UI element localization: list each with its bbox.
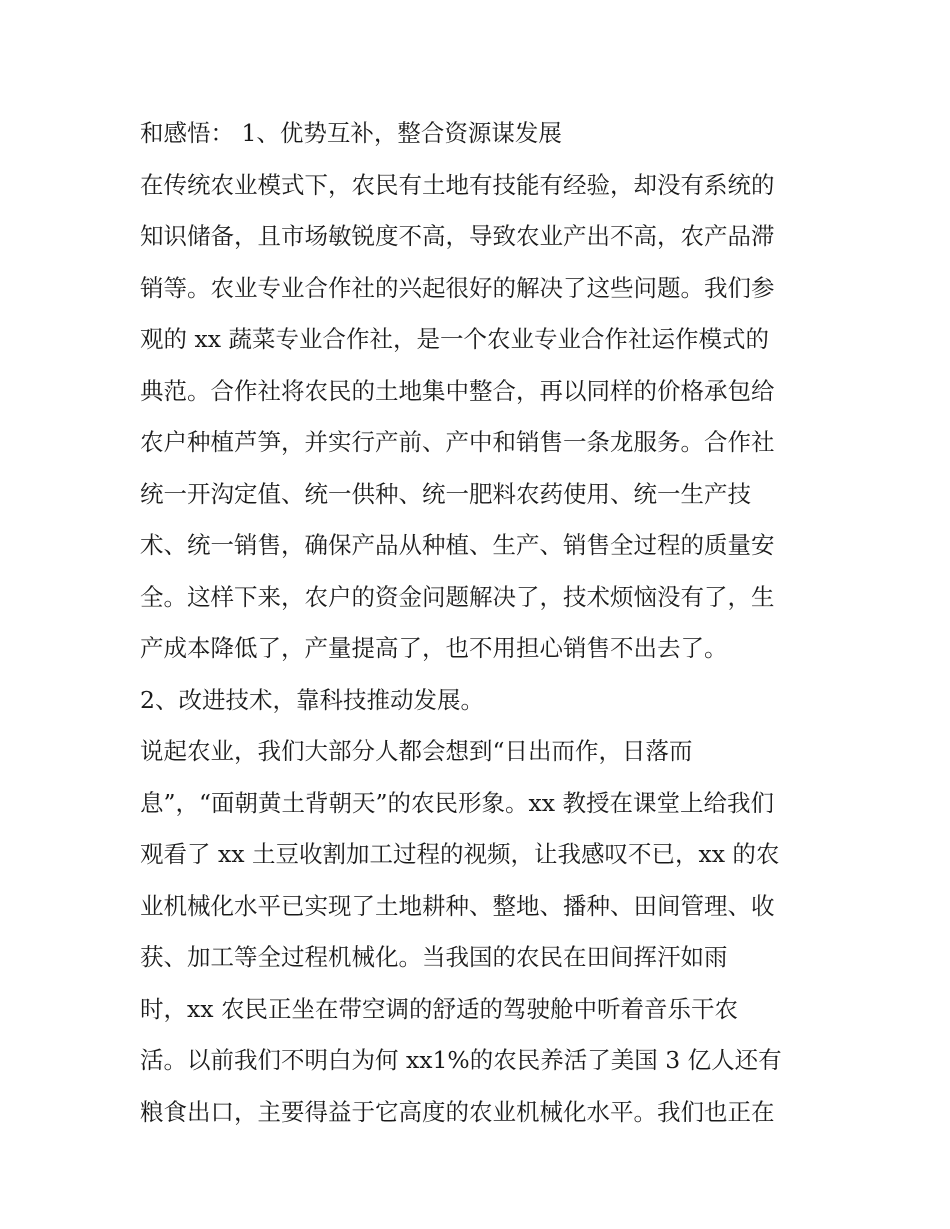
text-line: 和感悟： 1、优势互补，整合资源谋发展 — [140, 119, 562, 147]
text-line: 说起农业，我们大部分人都会想到“日出而作，日落而 — [140, 737, 693, 765]
text-line: 息”，“面朝黄土背朝天”的农民形象。xx 教授在课堂上给我们 — [140, 788, 775, 817]
text-line: 业机械化水平已实现了土地耕种、整地、播种、田间管理、收 — [140, 891, 775, 920]
section-heading: 2、改进技术，靠科技推动发展。 — [140, 685, 484, 714]
text-line: 产成本降低了，产量提高了，也不用担心销售不出去了。 — [140, 634, 728, 662]
text-line: 粮食出口，主要得益于它高度的农业机械化水平。我们也正在 — [140, 1097, 775, 1126]
text-line: 活。以前我们不明白为何 xx1%的农民养活了美国 3 亿人还有 — [140, 1046, 782, 1074]
text-line: 全。这样下来，农户的资金问题解决了，技术烦恼没有了，生 — [140, 582, 775, 611]
text-line: 时，xx 农民正坐在带空调的舒适的驾驶舱中听着音乐干农 — [140, 994, 738, 1023]
document-body — [140, 108, 820, 1138]
text-line: 知识储备，且市场敏锐度不高，导致农业产出不高，农产品滞 — [140, 222, 775, 250]
text-line: 农户种植芦笋，并实行产前、产中和销售一条龙服务。合作社 — [140, 428, 775, 456]
text-line: 典范。合作社将农民的土地集中整合，再以同样的价格承包给 — [140, 376, 775, 405]
text-line: 在传统农业模式下，农民有土地有技能有经验，却没有系统的 — [140, 170, 775, 199]
text-line: 观看了 xx 土豆收割加工过程的视频，让我感叹不已，xx 的农 — [140, 840, 780, 868]
text-line: 统一开沟定值、统一供种、统一肥料农药使用、统一生产技 — [140, 479, 751, 508]
text-line: 销等。农业专业合作社的兴起很好的解决了这些问题。我们参 — [140, 273, 775, 302]
text-line: 获、加工等全过程机械化。当我国的农民在田间挥汗如雨 — [140, 943, 728, 971]
text-line: 观的 xx 蔬菜专业合作社，是一个农业专业合作社运作模式的 — [140, 325, 769, 353]
text-line: 术、统一销售，确保产品从种植、生产、销售全过程的质量安 — [140, 531, 775, 559]
